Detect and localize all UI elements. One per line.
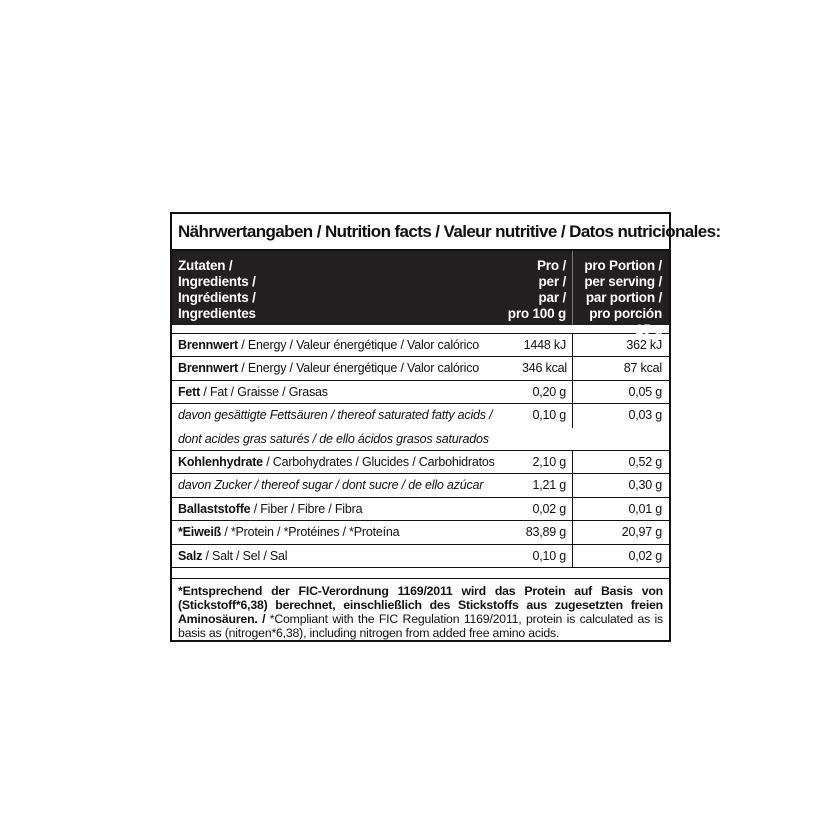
nutrient-name: davon Zucker / thereof sugar / dont sucre / de ello azúcar <box>178 478 484 493</box>
nutrient-name-bold: Kohlenhydrate <box>178 454 263 469</box>
value-per-serving: 0,02 g <box>628 548 662 563</box>
value-per-100g: 1,21 g <box>522 474 573 496</box>
table-row <box>172 334 669 357</box>
table-row <box>172 474 669 497</box>
nutrient-name-bold: *Eiweiß <box>178 525 222 540</box>
footnote-english: *Compliant with the FIC Regulation 1169/2011, protein is calculated as is basis as (nitrogen*6,38), including nitrogen from added free amino acids. <box>178 611 663 640</box>
table-row <box>172 357 669 380</box>
nutrient-name <box>172 334 522 356</box>
nutrient-name-bold: Brennwert <box>178 338 239 352</box>
table-row <box>172 428 669 451</box>
nutrient-rows <box>172 334 669 568</box>
footnote-german: *Entsprechend der FIC-Verordnung 1169/2011 wird das Protein auf Basis von (Stickstoff*6,38) berechnet, einschließlich des Stickstoffs aus zugesetzten freien Aminosäuren. / <box>178 583 663 626</box>
nutrient-name-rest: / Energy / Valeur énergétique / Valor calórico <box>238 361 479 376</box>
header-per-100g-line: per / <box>538 274 566 289</box>
nutrient-name-rest: / Fiber / Fibre / Fibra <box>250 501 363 516</box>
header-per-100g <box>498 251 573 325</box>
nutrient-name-bold: Fett <box>178 384 201 399</box>
value-per-100g <box>522 428 573 450</box>
table-row <box>172 545 669 568</box>
nutrient-name-rest: / Energy / Valeur énergétique / Valor calórico <box>238 338 479 352</box>
value-per-serving: 0,01 g <box>628 501 662 516</box>
value-per-100g: 2,10 g <box>522 451 573 473</box>
value-per-serving: 87 kcal <box>623 361 662 376</box>
nutrient-name <box>172 545 522 567</box>
nutrient-name <box>172 381 522 403</box>
header-ingredients-line: Ingredientes <box>178 306 256 321</box>
header-per-serving <box>573 251 669 337</box>
value-per-100g: 0,02 g <box>522 498 573 520</box>
header-per-serving-line: pro porción 25 g <box>589 306 662 337</box>
nutrient-name-rest: / Salt / Sel / Sal <box>202 548 288 563</box>
value-per-serving: 362 kJ <box>626 338 662 352</box>
header-ingredients <box>172 251 498 325</box>
nutrient-name <box>172 451 522 473</box>
footnote <box>172 578 669 640</box>
nutrient-name <box>172 521 522 543</box>
value-per-serving <box>573 428 669 450</box>
nutrient-name: davon gesättigte Fettsäuren / thereof saturated fatty acids / <box>178 408 493 423</box>
table-title: Nährwertangaben / Nutrition facts / Valeur nutritive / Datos nutricionales: <box>172 214 669 251</box>
nutrient-name-bold: Brennwert <box>178 361 239 376</box>
nutrient-name: dont acides gras saturés / de ello ácidos grasos saturados <box>178 431 489 446</box>
value-per-serving: 0,30 g <box>628 478 662 493</box>
table-row <box>172 451 669 474</box>
header-per-100g-line: Pro / <box>536 258 566 273</box>
value-per-100g: 346 kcal <box>522 357 573 379</box>
nutrient-name-bold: Salz <box>178 548 203 563</box>
value-per-100g: 0,10 g <box>522 545 573 567</box>
header-per-serving-line: per serving / <box>584 274 662 289</box>
value-per-serving: 0,52 g <box>628 454 662 469</box>
value-per-100g: 0,10 g <box>522 404 573 427</box>
nutrient-name-bold: Ballaststoffe <box>178 501 251 516</box>
table-header <box>172 251 669 337</box>
nutrient-name-rest: / *Protein / *Protéines / *Proteína <box>221 525 400 540</box>
header-ingredients-line: Ingredients / <box>178 274 256 289</box>
table-row <box>172 521 669 544</box>
nutrient-name <box>172 357 522 379</box>
value-per-serving: 20,97 g <box>621 525 662 540</box>
value-per-serving: 0,03 g <box>628 408 662 423</box>
nutrient-name-rest: / Fat / Graisse / Grasas <box>200 384 328 399</box>
header-per-serving-line: par portion / <box>585 290 662 305</box>
nutrient-name <box>172 498 522 520</box>
table-row <box>172 404 669 427</box>
table-row <box>172 498 669 521</box>
nutrient-name-rest: / Carbohydrates / Glucides / Carbohidratos <box>262 454 495 469</box>
value-per-100g: 0,20 g <box>522 381 573 403</box>
header-ingredients-line: Zutaten / <box>178 258 233 273</box>
value-per-100g: 83,89 g <box>522 521 573 543</box>
header-ingredients-line: Ingrédients / <box>178 290 256 305</box>
nutrition-facts-panel <box>170 212 721 642</box>
header-per-100g-line: par / <box>538 290 566 305</box>
header-per-100g-line: pro 100 g <box>507 306 566 321</box>
value-per-100g: 1448 kJ <box>522 334 573 356</box>
header-per-serving-line: pro Portion / <box>584 258 662 273</box>
table-row <box>172 381 669 404</box>
value-per-serving: 0,05 g <box>628 384 662 399</box>
